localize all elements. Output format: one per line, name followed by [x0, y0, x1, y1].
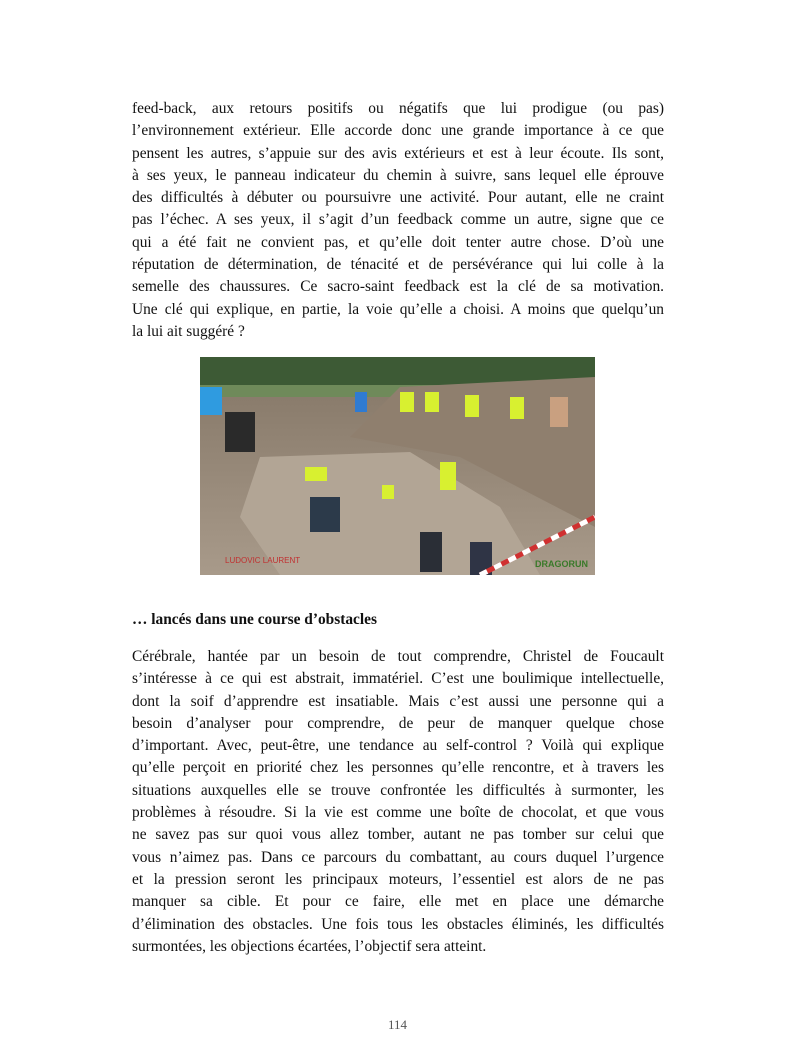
- text-line: d’élimination des obstacles. Une fois tous les obstacles éliminés, les difficultés: [132, 915, 664, 933]
- text-line: la lui ait suggéré ?: [132, 322, 245, 340]
- text-line: à ses yeux, le panneau indicateur du chemin à suivre, sans lequel elle éprouve: [132, 166, 664, 184]
- text-line: Une clé qui explique, en partie, la voie qu’elle a choisi. A moins que quelqu’un: [132, 300, 664, 318]
- text-line: semelle des chaussures. Ce sacro-saint feedback est la clé de sa motivation.: [132, 278, 664, 296]
- text-line: s’intéresse à ce qui est abstrait, immatériel. C’est une boulimique intellectuelle,: [132, 670, 664, 688]
- paragraph-cerebrale: [132, 646, 664, 958]
- text-line: réputation de détermination, de ténacité et de persévérance qui lui colle à la: [132, 256, 664, 274]
- text-line: qui a été fait ne convient pas, et qu’elle doit tenter autre chose. D’où une: [132, 233, 664, 251]
- text-line: manquer sa cible. Et pour ce faire, elle met en place une démarche: [132, 893, 664, 911]
- section-heading: … lancés dans une course d’obstacles: [132, 611, 377, 628]
- text-line: des difficultés à débuter ou poursuivre une activité. Pour autant, elle ne craint: [132, 189, 664, 207]
- text-line: pas l’échec. A ses yeux, il s’agit d’un feedback comme un autre, signe que ce: [132, 211, 664, 229]
- text-line: besoin d’analyser pour comprendre, de peur de manquer quelque chose: [132, 714, 664, 732]
- text-line: situations auxquelles elle se trouve confrontée les difficultés à surmonter, les: [132, 781, 664, 799]
- text-line: pensent les autres, s’appuie sur des avis extérieurs et est à leur écoute. Ils sont,: [132, 144, 664, 162]
- dragorun-logo: DRAGORUN: [535, 559, 588, 569]
- text-line: l’environnement extérieur. Elle accorde donc une grande importance à ce que: [132, 122, 664, 140]
- text-line: feed-back, aux retours positifs ou négatifs que lui prodigue (ou pas): [132, 100, 664, 117]
- text-line: vous n’aimez pas. Dans ce parcours du combattant, au cours duquel l’urgence: [132, 848, 664, 866]
- text-line: qu’elle perçoit en priorité chez les personnes qu’elle rencontre, et à travers les: [132, 759, 664, 777]
- text-line: surmontées, les objections écartées, l’objectif sera atteint.: [132, 937, 487, 955]
- obstacle-race-photo: [200, 357, 595, 575]
- text-line: et la pression seront les principaux moteurs, l’essentiel est alors de ne pas: [132, 870, 664, 888]
- page-number: 114: [387, 1017, 408, 1032]
- text-line: d’important. Avec, peut-être, une tendance au self-control ? Voilà qui explique: [132, 737, 664, 755]
- photographer-watermark: LUDOVIC LAURENT: [225, 556, 301, 565]
- text-line: problèmes à résoudre. Si la vie est comme une boîte de chocolat, et que vous: [132, 804, 664, 822]
- text-line: ne savez pas sur quoi vous allez tomber, autant ne pas tomber sur celui que: [132, 826, 664, 844]
- mud-run-image: [200, 357, 595, 575]
- text-line: Cérébrale, hantée par un besoin de tout comprendre, Christel de Foucault: [132, 648, 664, 665]
- paragraph-feedback: [132, 98, 664, 343]
- text-line: dont la soif d’apprendre est insatiable. Mais c’est aussi une personne qui a: [132, 692, 664, 710]
